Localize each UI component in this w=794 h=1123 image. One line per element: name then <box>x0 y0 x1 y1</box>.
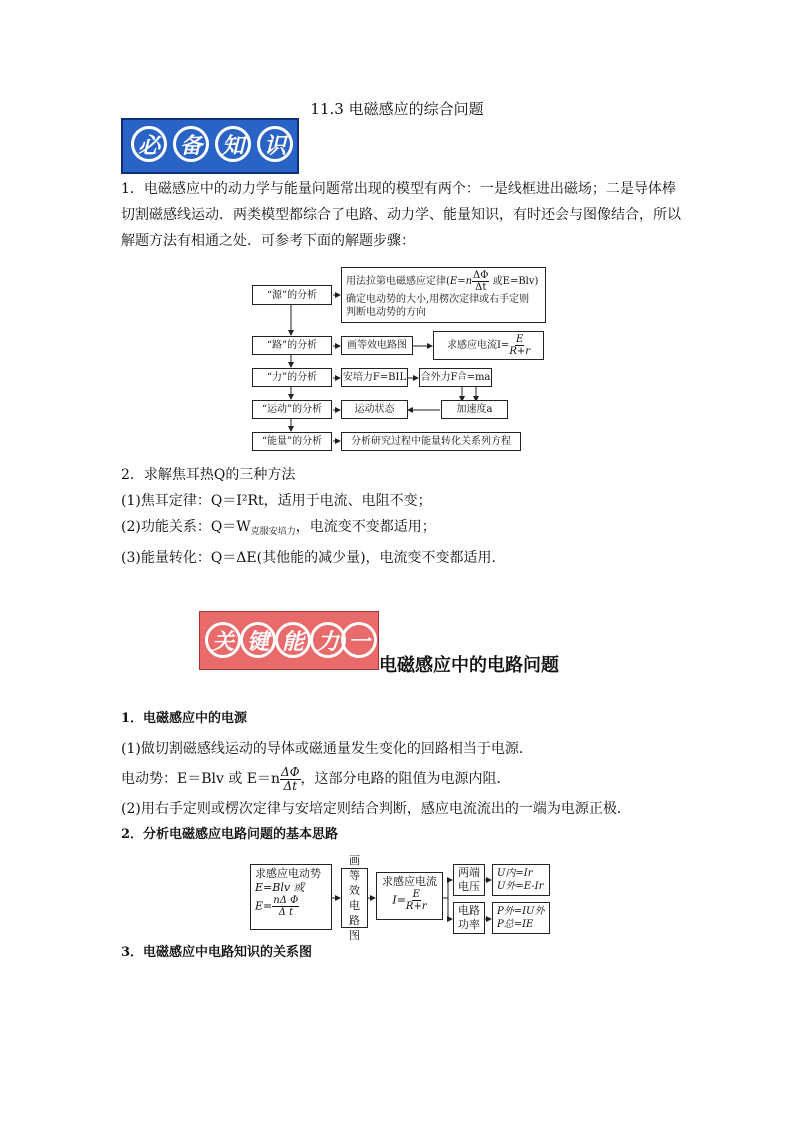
page-title: 11.3 电磁感应的综合问题 <box>310 100 484 118</box>
fraction-denominator: Δt <box>283 778 298 793</box>
banner-char: 键 <box>240 622 276 658</box>
banner-char: 知 <box>215 126 251 162</box>
paragraph: (1)做切割磁感线运动的导体或磁通量发生变化的回路相当于电源． <box>121 741 533 757</box>
fraction-denominator: Δ t <box>278 907 293 918</box>
emf-label: E= <box>255 899 273 913</box>
faraday-line3: 判断电动势的方向 <box>346 307 426 318</box>
current-label: 求感应电流I= <box>446 340 510 351</box>
flow-equivalent-circuit: 画等效电路图 <box>341 336 413 355</box>
fraction-numerator: ΔΦ <box>473 270 489 281</box>
flow-net-force <box>419 368 492 387</box>
current-formula <box>381 889 438 912</box>
text-line: 1．电磁感应中的动力学与能量问题常出现的模型有两个：一是线框进出磁场；二是导体棒 <box>121 181 676 197</box>
faraday-alt: 或E=Blv <box>492 276 535 287</box>
subheading-2: 2．分析电磁感应电路问题的基本思路 <box>121 827 339 842</box>
flow-force-analysis: “力”的分析 <box>252 368 332 387</box>
joule-heat-section <box>121 462 681 571</box>
emf-formula-1: E=Blv 或 <box>255 881 305 894</box>
banner-char: 必 <box>131 126 167 162</box>
emf-line <box>121 764 681 794</box>
flow2-equivalent-circuit: 画等效电路图 <box>341 868 368 928</box>
section-heading-circuit: 电磁感应中的电路问题 <box>379 655 559 676</box>
fraction-numerator: nΔ Φ <box>273 895 299 906</box>
banner-char: 能 <box>275 622 311 658</box>
method-3: (3)能量转化：Q＝ΔE(其他能的减少量)，电流变不变都适用． <box>121 550 506 566</box>
method-2-subscript: 克服安培力 <box>250 527 296 537</box>
flow-faraday-box <box>341 267 546 323</box>
fraction-numerator: E <box>516 334 524 345</box>
faraday-fraction <box>472 270 489 293</box>
banner-char: 关 <box>205 622 241 658</box>
flow2-current-box <box>376 872 443 920</box>
flow-ampere-force: 安培力F=BIL <box>341 368 408 387</box>
faraday-line2: 确定电动势的大小,用楞次定律或右手定则 <box>346 294 530 305</box>
banner-key-ability <box>199 611 379 670</box>
flow-circuit-analysis: “路”的分析 <box>252 336 332 355</box>
flow2-emf-box <box>250 864 332 930</box>
paragraph: (2)用右手定则或楞次定律与安培定则结合判断，感应电流流出的一端为电源正极． <box>121 801 631 817</box>
power-total: P总=IE <box>497 919 534 930</box>
method-2-tail: ，电流变不变都适用； <box>295 519 436 535</box>
flow2-circuit-power: 电路功率 <box>453 902 485 934</box>
emf-title: 求感应电动势 <box>255 867 321 880</box>
flow-motion-analysis: “运动”的分析 <box>252 400 332 419</box>
faraday-line1: 用法拉第电磁感应定律(E=n $\frac{\Delta\Phi}{\Delta t}$ 或E=Blv) <box>346 270 539 293</box>
netforce-formula: =ma <box>466 372 491 383</box>
voltage-external: U外=E-Ir <box>497 881 544 892</box>
flow-source-analysis: “源”的分析 <box>252 285 332 305</box>
emf-text: 电动势：E＝Blv 或 E＝n <box>121 771 281 787</box>
flow2-voltage-formulas <box>492 864 550 896</box>
banner-char: 力 <box>310 622 346 658</box>
emf-tail: ，这部分电路的阻值为电源内阻． <box>300 771 511 787</box>
flow2-power-formulas <box>492 902 550 934</box>
banner-char: 一 <box>341 622 377 658</box>
method-2-text: (2)功能关系：Q＝W <box>121 519 251 535</box>
flow-motion-state: 运动状态 <box>341 400 408 419</box>
solution-flowchart <box>250 265 550 455</box>
subheading-3: 3．电磁感应中电路知识的关系图 <box>121 945 313 960</box>
current-label: I= <box>392 893 406 907</box>
fraction-denominator: Δt <box>475 282 487 293</box>
fraction-numerator: E <box>412 889 420 900</box>
emf-formula-2 <box>255 895 327 918</box>
current2-fraction <box>406 889 427 912</box>
subheading-1: 1．电磁感应中的电源 <box>121 711 248 726</box>
text-line: 解题方法有相通之处．可参考下面的解题步骤： <box>121 233 415 249</box>
circuit-flowchart <box>248 854 558 942</box>
current-title: 求感应电流 <box>382 875 437 888</box>
faraday-formula: E=n <box>449 276 473 287</box>
banner-char: 备 <box>173 126 209 162</box>
intro-paragraph <box>121 176 681 254</box>
fraction-numerator: ΔΦ <box>281 764 300 779</box>
flow-energy-equation: 分析研究过程中能量转化关系列方程 <box>341 432 521 451</box>
faraday-text: 用法拉第电磁感应定律 <box>346 276 446 287</box>
banner-char: 识 <box>257 126 293 162</box>
emf2-fraction <box>272 895 299 918</box>
current-fraction <box>509 334 530 357</box>
method-2 <box>121 514 681 545</box>
fraction-denominator: R+r <box>509 346 531 357</box>
banner-essential-knowledge <box>121 118 299 174</box>
method-1: (1)焦耳定律：Q＝I²Rt，适用于电流、电阻不变； <box>121 493 432 509</box>
voltage-internal: U内=Ir <box>497 868 533 879</box>
power-external: P外=IU外 <box>497 906 545 917</box>
fraction-denominator: R+r <box>405 901 427 912</box>
netforce-subscript: 合 <box>457 372 467 382</box>
emf-fraction <box>280 766 301 793</box>
netforce-label: 合外力F <box>420 372 458 383</box>
flow-energy-analysis: “能量”的分析 <box>252 432 332 451</box>
flow-induced-current <box>433 331 544 360</box>
flow2-terminal-voltage: 两端电压 <box>453 864 485 896</box>
text-line: 切割磁感线运动．两类模型都综合了电路、动力学、能量知识，有时还会与图像结合，所以 <box>121 207 681 223</box>
flow-acceleration: 加速度a <box>441 400 508 419</box>
section-heading: 2．求解焦耳热Q的三种方法 <box>121 467 296 483</box>
circuit-section <box>121 706 681 848</box>
